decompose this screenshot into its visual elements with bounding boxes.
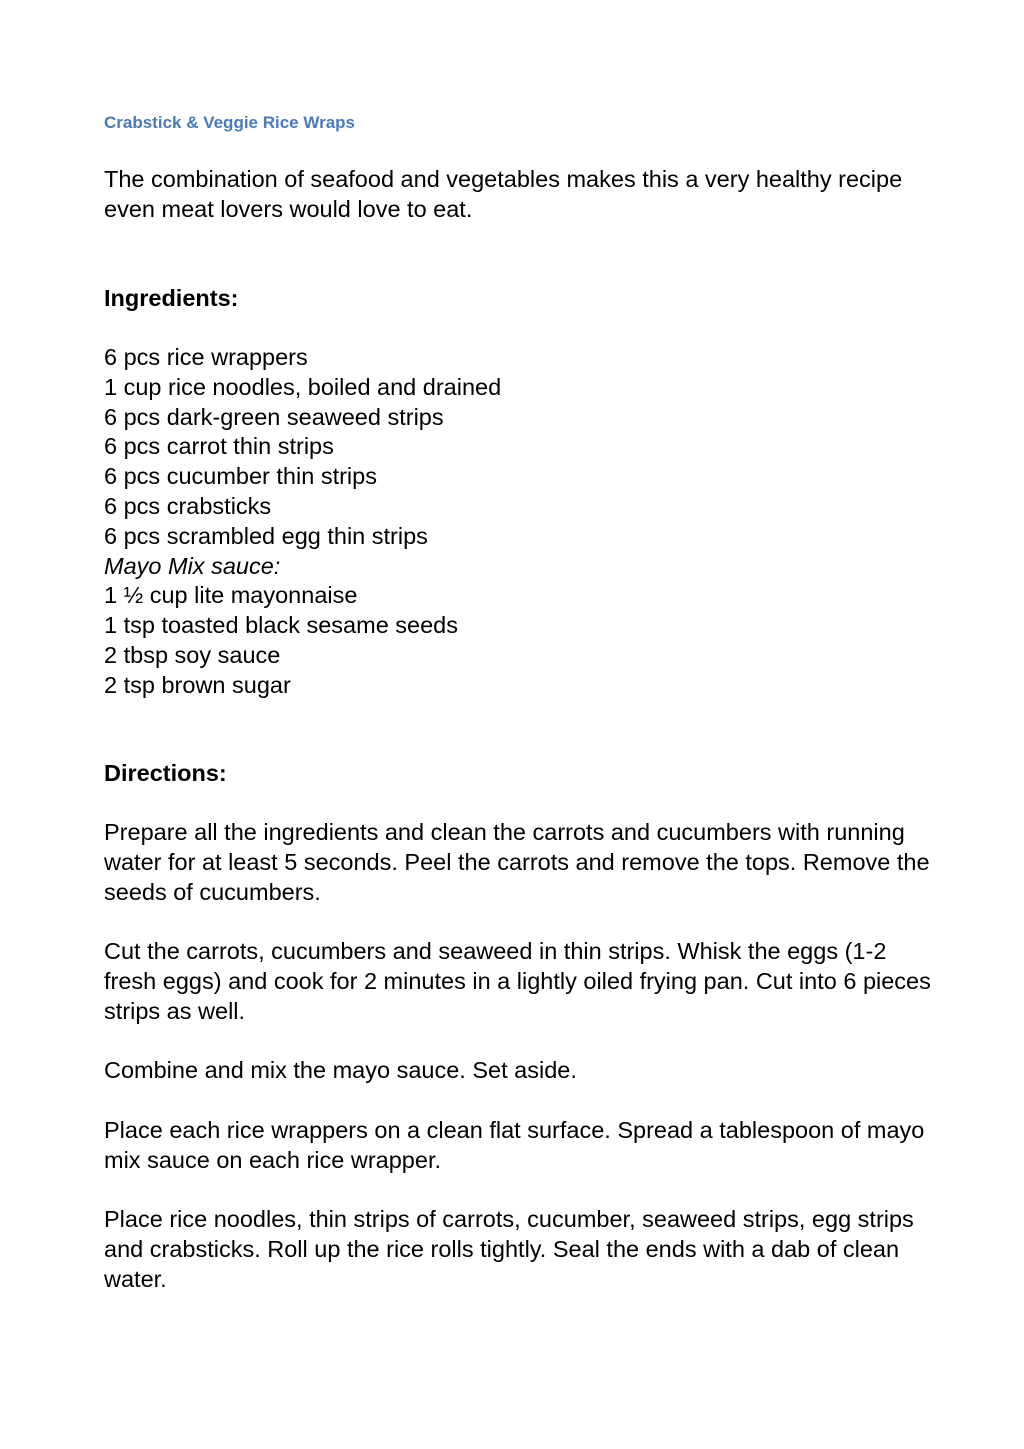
direction-step: Place each rice wrappers on a clean flat surface. Spread a tablespoon of mayo mix sauce on each rice wrapper.: [104, 1117, 925, 1173]
direction-step: Combine and mix the mayo sauce. Set aside.: [104, 1057, 577, 1083]
ingredient-item: 6 pcs scrambled egg thin strips: [104, 522, 428, 549]
ingredient-item: 6 pcs carrot thin strips: [104, 433, 334, 460]
recipe-intro: The combination of seafood and vegetables makes this a very healthy recipe even meat lovers would love to eat.: [104, 166, 903, 222]
sauce-label: Mayo Mix sauce:: [104, 552, 281, 579]
recipe-title: Crabstick & Veggie Rice Wraps: [104, 113, 356, 132]
ingredient-item: 6 pcs dark-green seaweed strips: [104, 403, 444, 430]
ingredient-item: 1 cup rice noodles, boiled and drained: [104, 373, 502, 400]
ingredient-item: 6 pcs cucumber thin strips: [104, 463, 377, 490]
direction-step: Cut the carrots, cucumbers and seaweed in thin strips. Whisk the eggs (1-2 fresh eggs) and cook for 2 minutes in a lightly oiled frying pan. Cut into 6 pieces strips as well.: [104, 938, 931, 1024]
direction-step: Prepare all the ingredients and clean the carrots and cucumbers with running water for at least 5 seconds. Peel the carrots and remove the tops. Remove the seeds of cucumbers.: [104, 819, 930, 905]
sauce-item: 1 ½ cup lite mayonnaise: [104, 582, 358, 609]
ingredient-item: 6 pcs rice wrappers: [104, 344, 308, 370]
ingredients-heading: Ingredients:: [104, 285, 239, 311]
sauce-item: 2 tsp brown sugar: [104, 671, 291, 698]
direction-step: Place rice noodles, thin strips of carrots, cucumber, seaweed strips, egg strips and crabsticks. Roll up the rice rolls tightly. Seal the ends with a dab of clean water.: [104, 1206, 914, 1292]
directions-heading: Directions:: [104, 760, 227, 786]
sauce-item: 2 tbsp soy sauce: [104, 641, 281, 668]
ingredient-item: 6 pcs crabsticks: [104, 492, 272, 519]
sauce-item: 1 tsp toasted black sesame seeds: [104, 612, 459, 639]
ingredients-list: [104, 343, 501, 701]
